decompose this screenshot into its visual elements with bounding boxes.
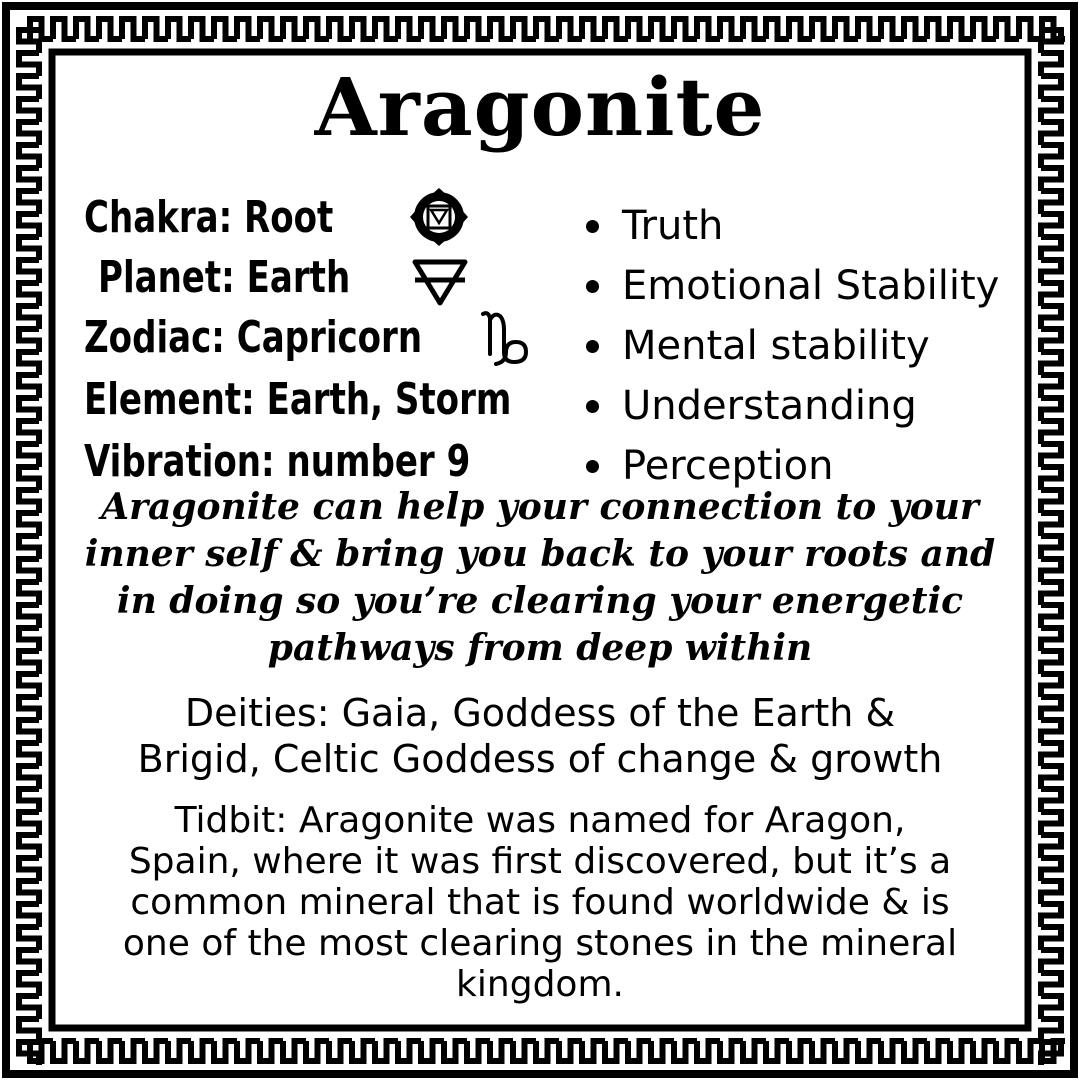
element-label: Element: Earth, Storm — [84, 374, 512, 425]
page-title: Aragonite — [314, 60, 766, 154]
description-line: in doing so you’re clearing your energetic — [116, 580, 964, 622]
chakra-label: Chakra: Root — [84, 192, 334, 243]
tidbit-line: common mineral that is found worldwide & is — [130, 882, 950, 923]
planet-label: Planet: Earth — [98, 252, 351, 303]
zodiac-label: Zodiac: Capricorn — [84, 312, 423, 363]
tidbit-line: Tidbit: Aragonite was named for Aragon, — [174, 800, 906, 841]
earth-element-triangle-icon — [412, 256, 468, 306]
list-item: Mental stability — [582, 316, 999, 376]
tidbit-line: one of the most clearing stones in the mineral — [122, 923, 958, 964]
capricorn-icon — [480, 308, 532, 366]
list-item: Emotional Stability — [582, 256, 999, 316]
tidbit-line: Spain, where it was first discovered, but it’s a — [128, 841, 952, 882]
deities-line: Deities: Gaia, Goddess of the Earth & — [184, 691, 896, 735]
deities-line: Brigid, Celtic Goddess of change & growth — [137, 737, 943, 781]
description — [60, 484, 1020, 672]
vibration-label: Vibration: number 9 — [84, 436, 471, 487]
tidbit-line: kingdom. — [456, 964, 624, 1005]
description-line: Aragonite can help your connection to your — [101, 486, 979, 528]
tidbit-text — [70, 800, 1010, 1005]
qualities-list — [582, 196, 999, 496]
root-chakra-icon — [408, 186, 470, 248]
list-item: Understanding — [582, 376, 999, 436]
list-item: Truth — [582, 196, 999, 256]
deities-text — [60, 690, 1020, 782]
description-line: inner self & bring you back to your roots and — [84, 533, 996, 575]
list-item: Perception — [582, 436, 999, 496]
description-line: pathways from deep within — [267, 627, 813, 669]
